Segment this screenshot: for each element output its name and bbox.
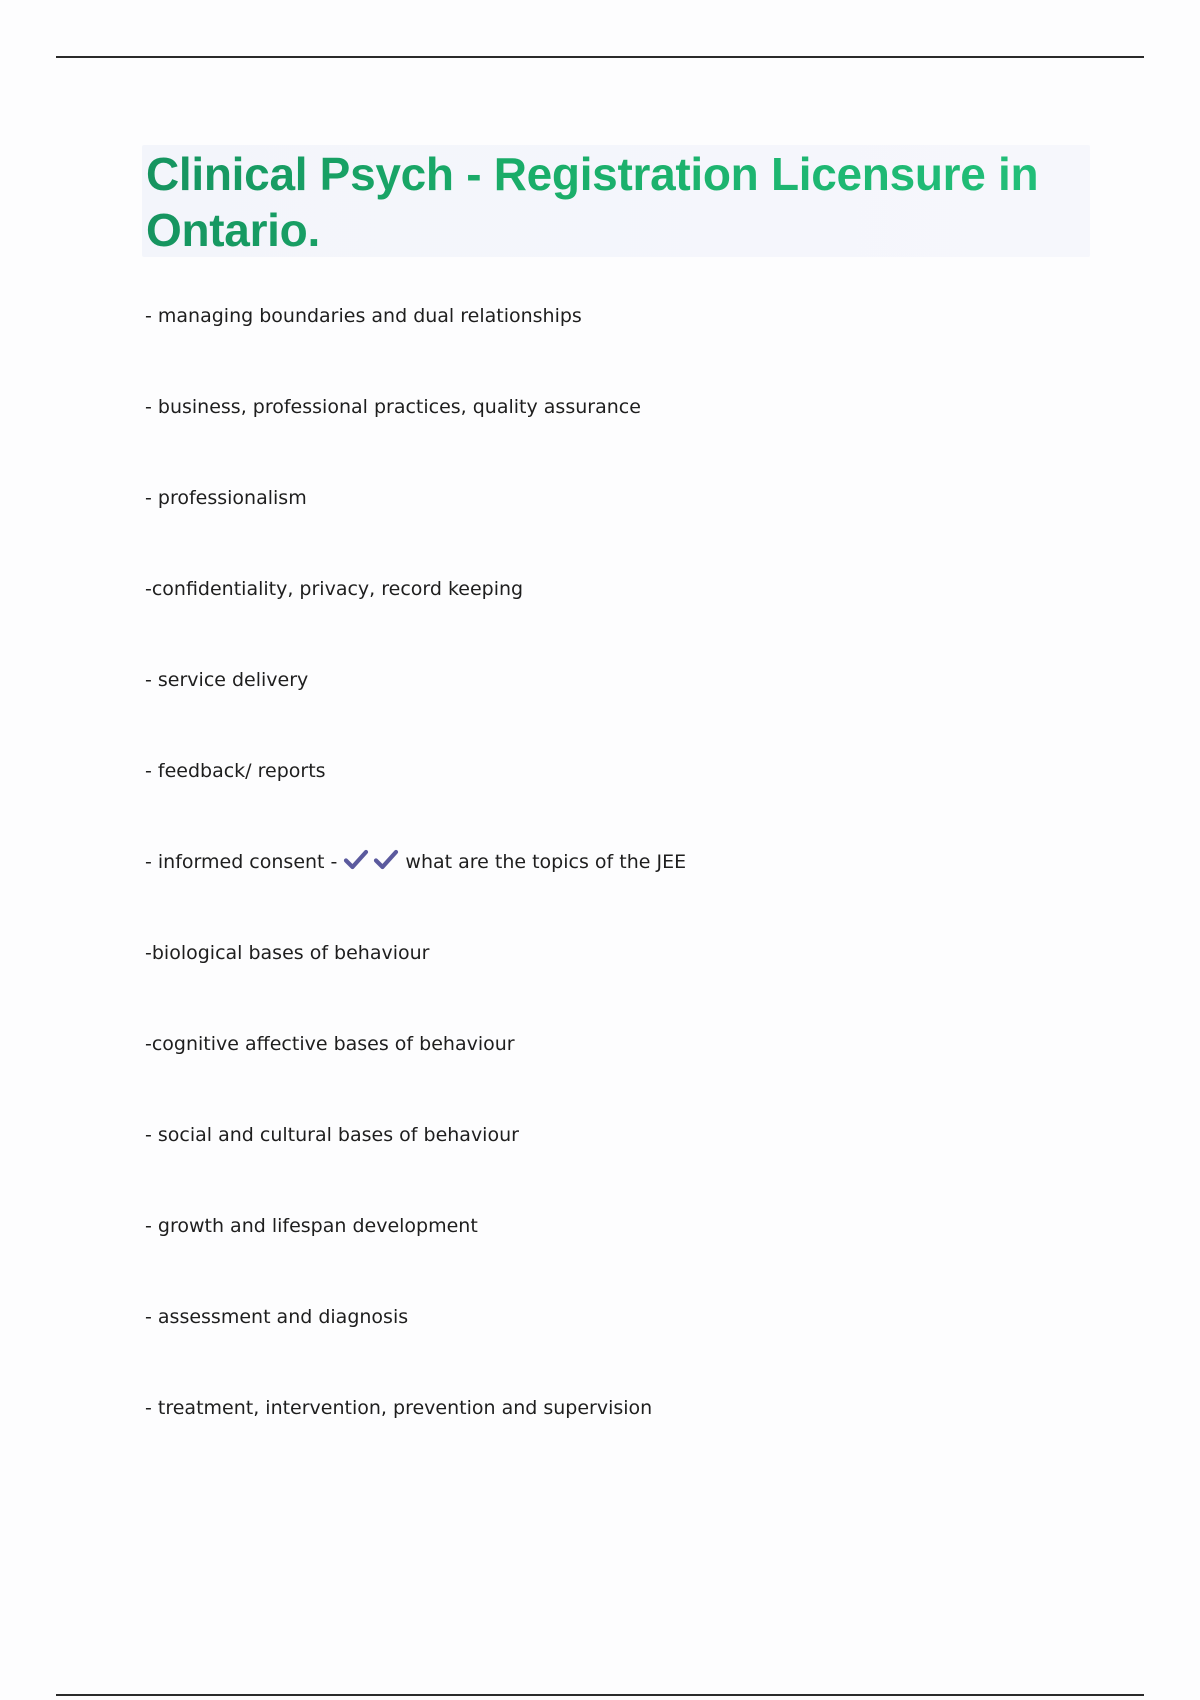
consent-question-item	[145, 846, 1045, 937]
check-icon	[343, 848, 369, 872]
list-item: - growth and lifespan development	[145, 1215, 478, 1237]
page-title: Clinical Psych - Registration Licensure in Ontario.	[146, 146, 1086, 258]
list-item: -cognitive affective bases of behaviour	[145, 1033, 515, 1055]
list-item: -biological bases of behaviour	[145, 942, 430, 964]
list-item: - social and cultural bases of behaviour	[145, 1124, 519, 1146]
list-item: -confidentiality, privacy, record keeping	[145, 578, 524, 600]
list-item: - professionalism	[145, 487, 307, 509]
topic-list	[145, 300, 1045, 1483]
top-rule	[56, 56, 1144, 58]
list-item: - feedback/ reports	[145, 760, 326, 782]
check-icon	[373, 848, 399, 872]
list-item: - assessment and diagnosis	[145, 1306, 409, 1328]
question-text: what are the topics of the JEE	[405, 851, 687, 873]
consent-prefix: - informed consent -	[145, 851, 338, 873]
list-item: - managing boundaries and dual relationships	[145, 305, 582, 327]
list-item: - treatment, intervention, prevention and supervision	[145, 1397, 653, 1419]
list-item: - business, professional practices, quality assurance	[145, 396, 641, 418]
list-item: - service delivery	[145, 669, 309, 691]
bottom-rule	[56, 1694, 1144, 1696]
